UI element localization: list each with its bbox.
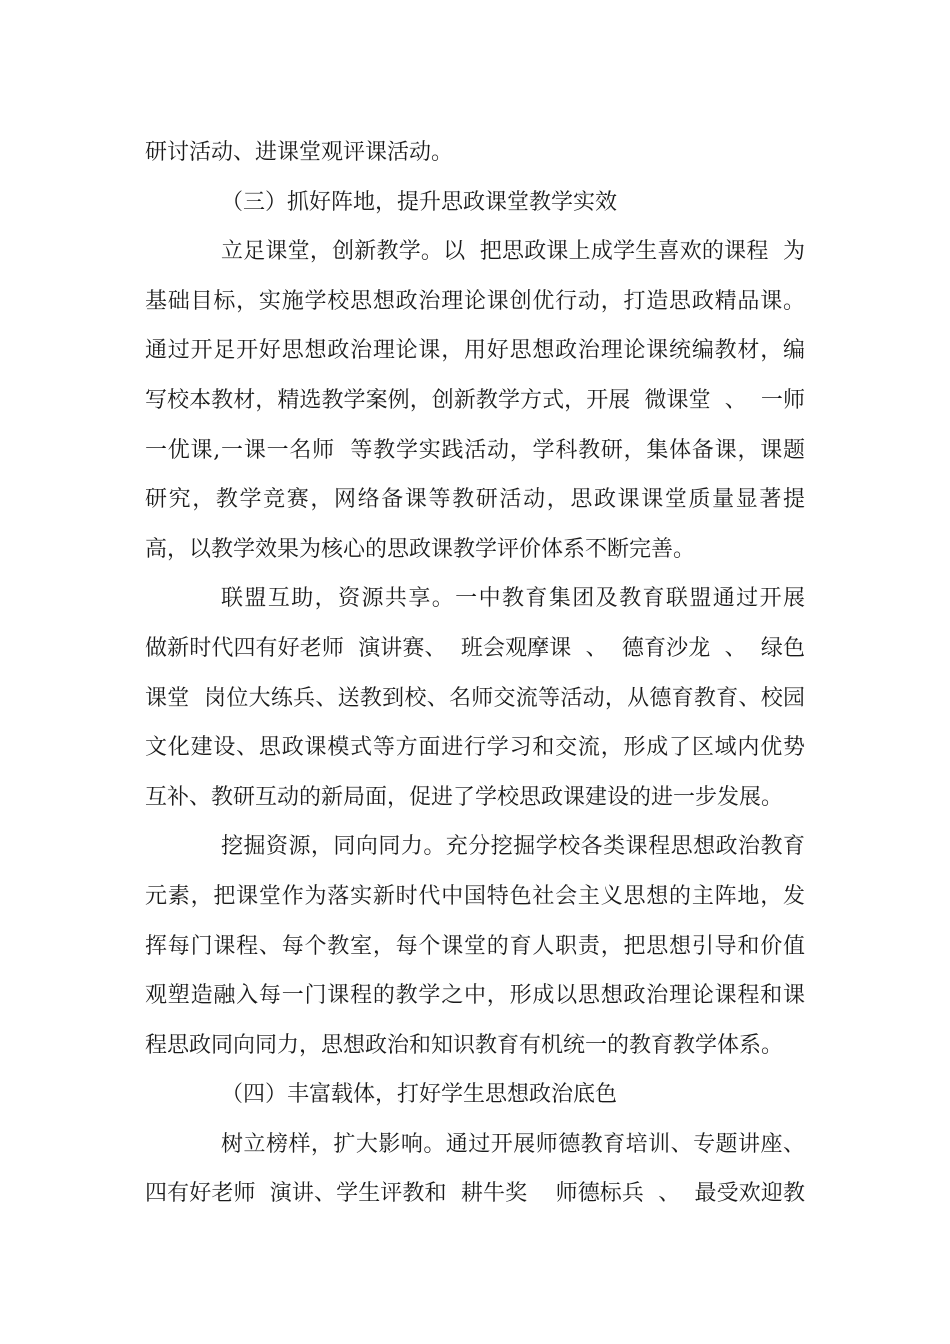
paragraph-line: 高，以教学效果为核心的思政课教学评价体系不断完善。 (145, 536, 696, 562)
paragraph-line: 研究，教学竞赛，网络备课等教研活动，思政课课堂质量显著提 (145, 487, 805, 513)
paragraph-line: 联盟互助，资源共享。一中教育集团及教育联盟通过开展 (221, 586, 805, 612)
paragraph-line: 元素，把课堂作为落实新时代中国特色社会主义思想的主阵地，发 (145, 883, 805, 909)
paragraph-line: 课堂 岗位大练兵、送教到校、名师交流等活动，从德育教育、校园 (145, 685, 805, 711)
paragraph-line: 挥每门课程、每个教室，每个课堂的育人职责，把思想引导和价值 (145, 933, 805, 959)
paragraph-line: 通过开足开好思想政治理论课，用好思想政治理论课统编教材，编 (145, 338, 805, 364)
paragraph-line: 树立榜样，扩大影响。通过开展师德教育培训、专题讲座、 (221, 1131, 805, 1157)
paragraph-line: 一优课,一课一名师 等教学实践活动，学科教研，集体备课，课题 (145, 437, 805, 463)
paragraph-line: 写校本教材，精选教学案例，创新教学方式，开展 微课堂 、 一师 (145, 387, 805, 413)
paragraph-line: 立足课堂，创新教学。以 把思政课上成学生喜欢的课程 为 (221, 239, 805, 265)
paragraph-line: 文化建设、思政课模式等方面进行学习和交流，形成了区域内优势 (145, 735, 805, 761)
paragraph-line: 程思政同向同力，思想政治和知识教育有机统一的教育教学体系。 (145, 1032, 784, 1058)
paragraph-line: 研讨活动、进课堂观评课活动。 (145, 140, 454, 165)
section-heading-4: （四）丰富载体，打好学生思想政治底色 (221, 1082, 618, 1108)
paragraph-line: 做新时代四有好老师 演讲赛、 班会观摩课 、 德育沙龙 、 绿色 (145, 635, 805, 661)
paragraph-line: 四有好老师 演讲、学生评教和 耕牛奖 师德标兵 、 最受欢迎教 (145, 1181, 805, 1207)
document-body (145, 128, 805, 1219)
paragraph-line: 挖掘资源，同向同力。充分挖掘学校各类课程思想政治教育 (221, 834, 805, 860)
paragraph-line: 互补、教研互动的新局面，促进了学校思政课建设的进一步发展。 (145, 784, 784, 810)
paragraph-line: 观塑造融入每一门课程的教学之中，形成以思想政治理论课程和课 (145, 983, 805, 1009)
paragraph-line: 基础目标，实施学校思想政治理论课创优行动，打造思政精品课。 (145, 288, 805, 314)
section-heading-3: （三）抓好阵地，提升思政课堂教学实效 (221, 189, 618, 215)
